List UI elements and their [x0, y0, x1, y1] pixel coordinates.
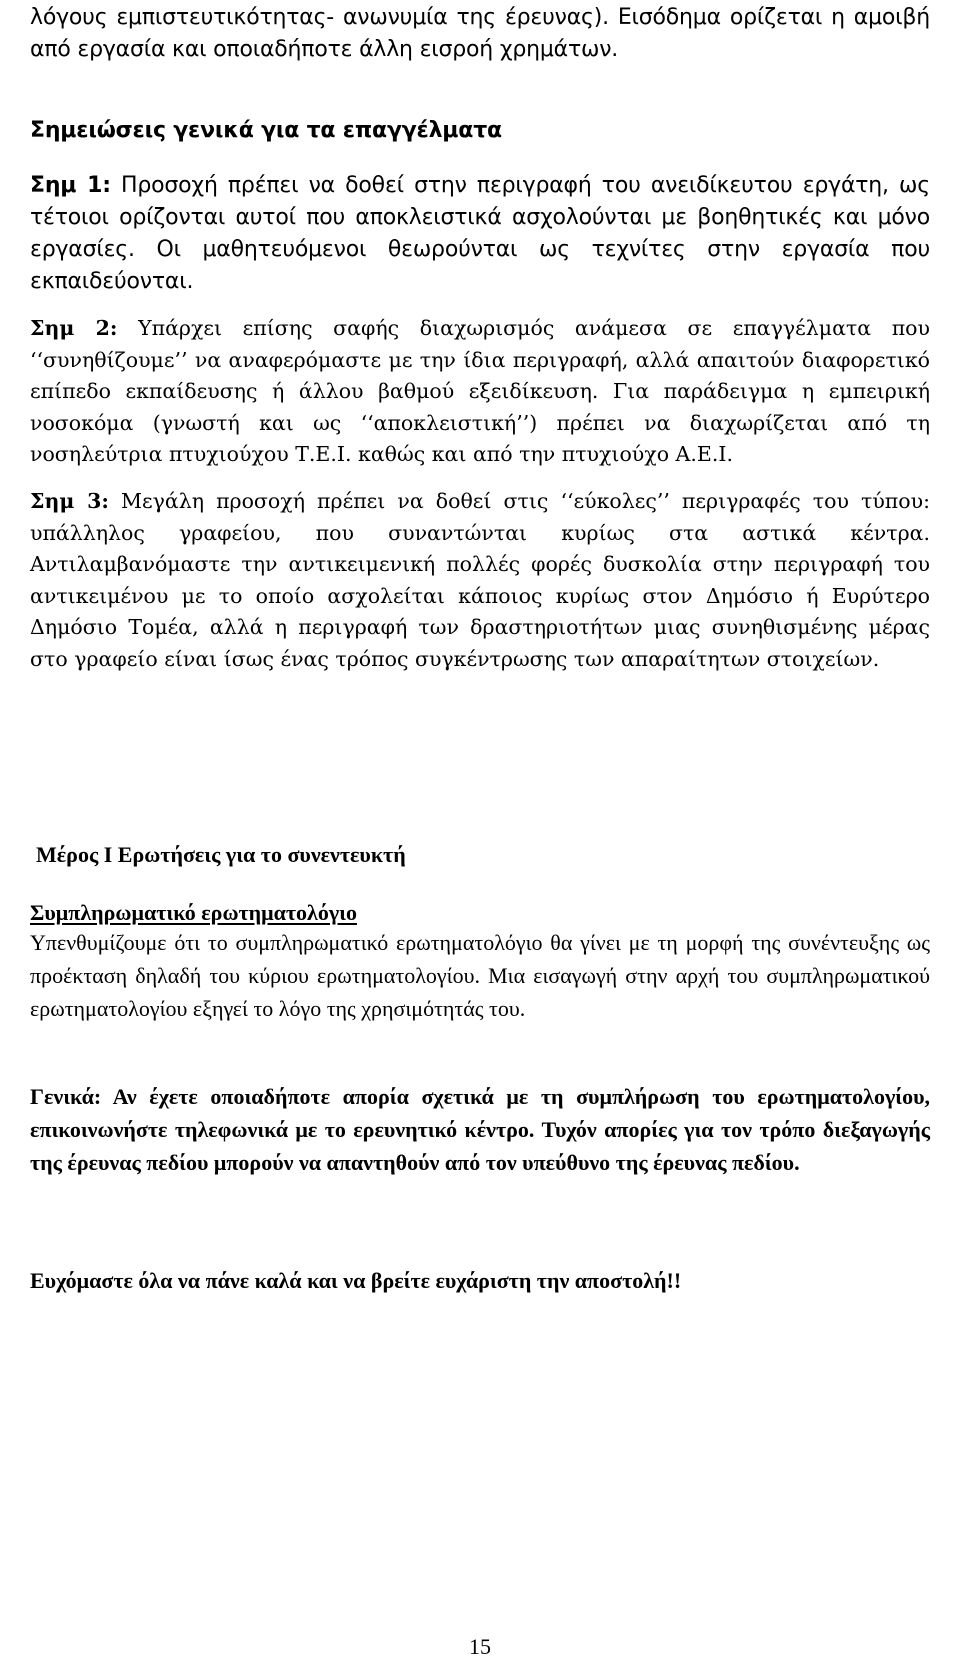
general-paragraph — [30, 1080, 930, 1179]
note-1 — [30, 170, 930, 298]
general-label: Γενικά: — [30, 1084, 102, 1109]
note-2-label: Σημ 2: — [30, 316, 118, 340]
supplementary-heading: Συμπληρωματικό ερωτηματολόγιο — [30, 900, 357, 925]
supplementary-paragraph: Υπενθυμίζουμε ότι το συμπληρωματικό ερωτηματολόγιο θα γίνει με τη μορφή της συνέντευξης ως προέκταση δηλαδή του κύριου ερωτηματολογίου. Μια εισαγωγή στην αρχή του συμπληρωματικού ερωτηματολογίου εξηγεί το λόγο της χρησιμότητάς του. — [30, 930, 930, 1021]
note-2 — [30, 313, 930, 471]
note-3-label: Σημ 3: — [30, 489, 109, 513]
note-3 — [30, 486, 930, 675]
note-1-text: Προσοχή πρέπει να δοθεί στην περιγραφή του ανειδίκευτου εργάτη, ως τέτοιοι ορίζονται αυτοί που αποκλειστικά ασχολούνται με βοηθητικές και μόνο εργασίες. Οι μαθητευόμενοι θεωρούνται ως τεχνίτες στην εργασία που εκπαιδεύονται. — [30, 173, 930, 294]
note-3-text: Μεγάλη προσοχή πρέπει να δοθεί στις ‘‘εύκολες’’ περιγραφές του τύπου: υπάλληλος γραφείου, που συναντώνται κυρίως στα αστικά κέντρα. Αντιλαμβανόμαστε την αντικειμενική πολλές φορές δυσκολία στην περιγραφή του αντικειμένου με το οποίο ασχολείται κάποιος κυρίως στον Δημόσιο ή Ευρύτερο Δημόσιο Τομέα, αλλά η περιγραφή των δραστηριοτήτων μιας συνηθισμένης μέρας στο γραφείο είναι ίσως ένας τρόπος συγκέντρωσης των απαραίτητων στοιχείων. — [30, 489, 930, 671]
general-text: Αν έχετε οποιαδήποτε απορία σχετικά με τη συμπλήρωση του ερωτηματολογίου, επικοινωνήστε τηλεφωνικά με το ερευνητικό κέντρο. Τυχόν απορίες για τον τρόπο διεξαγωγής της έρευνας πεδίου μπορούν να απαντηθούν από τον υπεύθυνο της έρευνας πεδίου. — [30, 1084, 930, 1175]
part-heading: Μέρος Ι Ερωτήσεις για το συνεντευκτή — [36, 842, 406, 867]
intro-paragraph: λόγους εμπιστευτικότητας- ανωνυμία της έρευνας). Εισόδημα ορίζεται η αμοιβή από εργασία και οποιαδήποτε άλλη εισροή χρημάτων. — [30, 5, 930, 62]
notes-heading: Σημειώσεις γενικά για τα επαγγέλματα — [30, 118, 502, 143]
page-number: 15 — [469, 1634, 491, 1659]
note-1-label: Σημ 1: — [30, 173, 111, 198]
note-2-text: Υπάρχει επίσης σαφής διαχωρισμός ανάμεσα σε επαγγέλματα που ‘‘συνηθίζουμε’’ να αναφερόμαστε με την ίδια περιγραφή, αλλά απαιτούν διαφορετικό επίπεδο εκπαίδευσης ή άλλου βαθμού εξειδίκευση. Για παράδειγμα η εμπειρική νοσοκόμα (γνωστή και ως ‘‘αποκλειστική’’) πρέπει να διαχωρίζεται από τη νοσηλεύτρια πτυχιούχου Τ.Ε.Ι. καθώς και από την πτυχιούχο Α.Ε.Ι. — [30, 316, 930, 466]
closing-line: Ευχόμαστε όλα να πάνε καλά και να βρείτε ευχάριστη την αποστολή!! — [30, 1268, 682, 1293]
